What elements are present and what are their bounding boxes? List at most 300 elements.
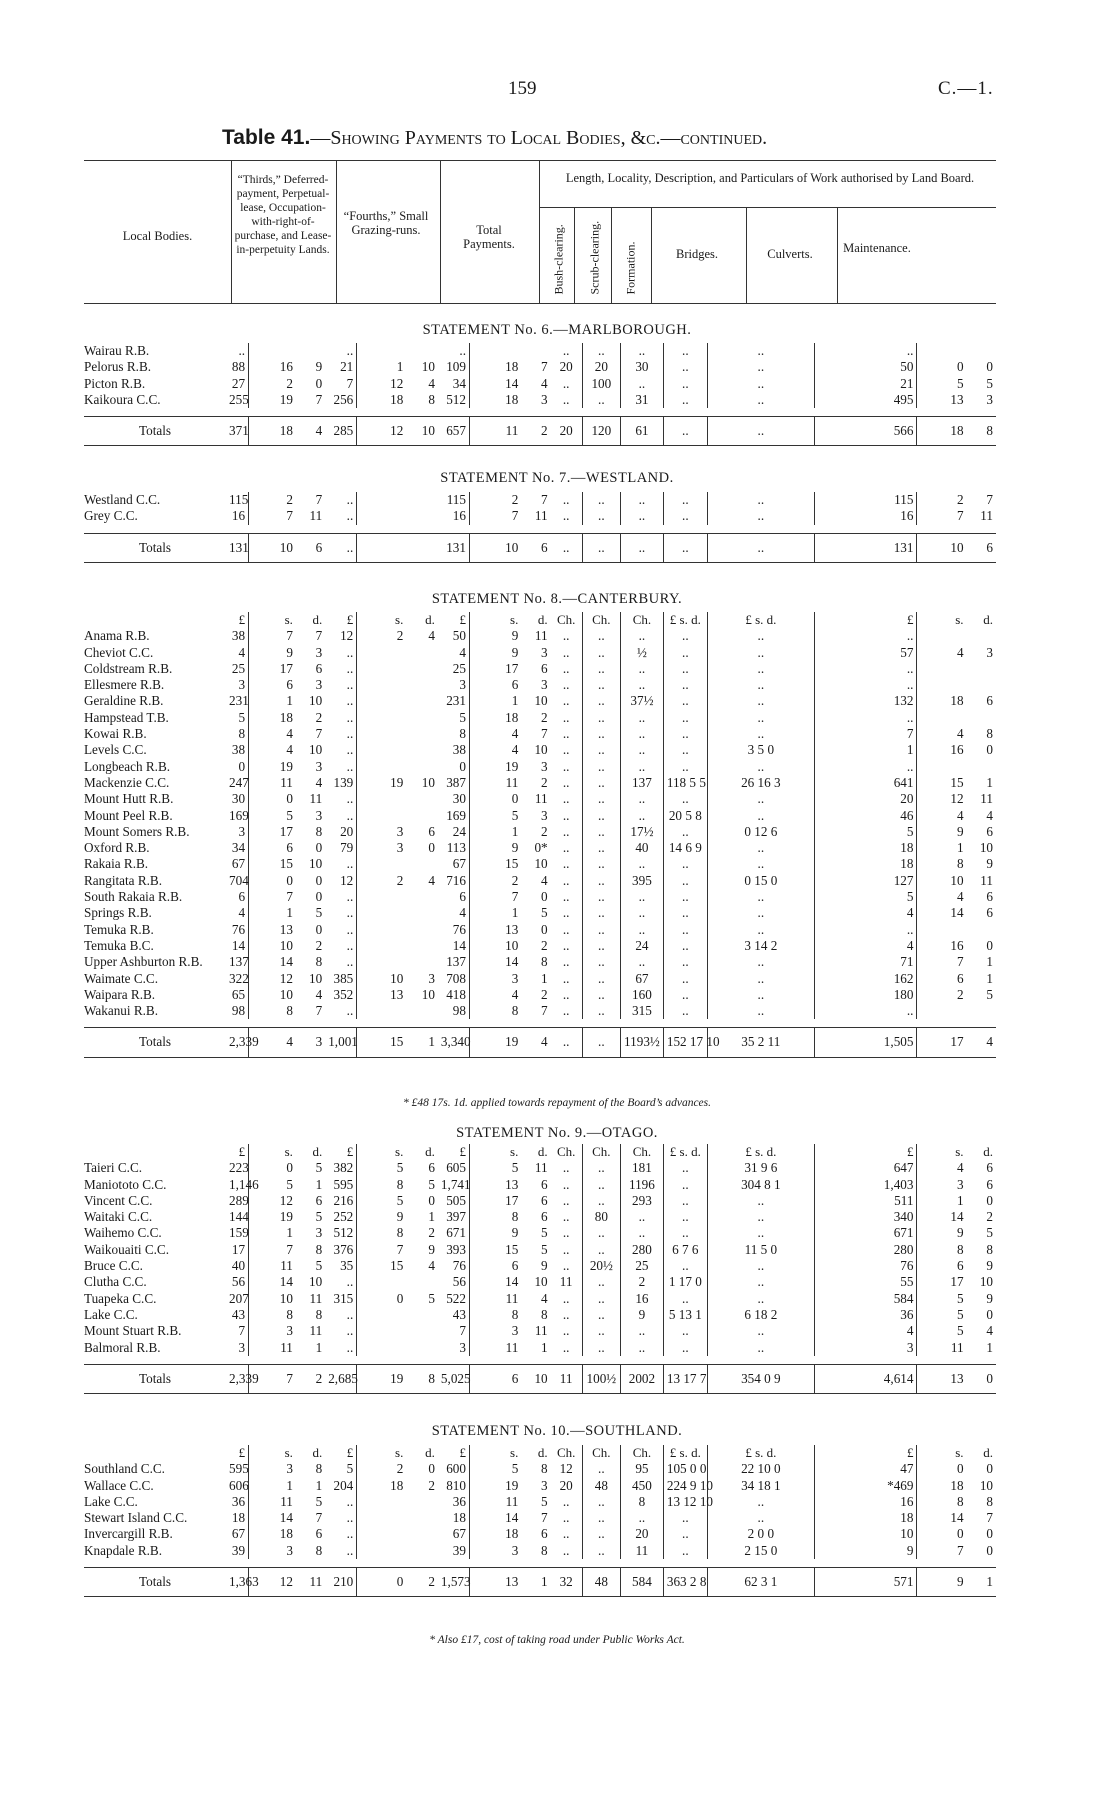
unit-label: £ xyxy=(459,1144,466,1159)
unit-label: s. xyxy=(917,1445,967,1461)
table-cell: .. xyxy=(562,1176,570,1192)
table-cell: 10 xyxy=(469,938,521,954)
table-cell: 418 xyxy=(446,986,466,1002)
table-cell: 0 xyxy=(315,872,323,888)
table-cell: .. xyxy=(663,905,707,921)
table-cell xyxy=(967,628,996,644)
header-scrub: Scrub-clearing. xyxy=(587,220,602,295)
table-cell: 76 xyxy=(231,921,246,937)
total-cell: 285 xyxy=(325,417,357,446)
table-cell: .. xyxy=(582,1160,620,1176)
table-row xyxy=(84,873,996,889)
table-cell: .. xyxy=(663,1160,707,1176)
table-cell xyxy=(357,1526,407,1542)
table-cell: 584 xyxy=(814,1291,917,1307)
unit-row xyxy=(84,1445,996,1461)
table-cell: 9 xyxy=(469,840,521,856)
table-cell: .. xyxy=(346,343,354,358)
table-cell: .. xyxy=(663,677,707,693)
table-cell xyxy=(357,726,407,742)
total-cell: 13 17 7 xyxy=(663,1364,707,1393)
unit-label: £ xyxy=(238,1445,246,1460)
table-cell: 11 xyxy=(469,1494,521,1510)
local-body-name: Picton R.B. xyxy=(84,375,146,391)
total-cell: 2,339 xyxy=(226,1028,249,1057)
table-cell xyxy=(406,1494,438,1510)
table-number: Table 41. xyxy=(222,126,311,149)
table-cell: .. xyxy=(621,1225,664,1241)
table-cell: 304 8 1 xyxy=(707,1177,814,1193)
table-cell: 6 xyxy=(315,1526,323,1542)
table-cell: .. xyxy=(582,1177,620,1193)
table-cell: 3 xyxy=(238,1339,246,1355)
table-cell: 7 xyxy=(249,628,296,644)
table-cell: 595 xyxy=(333,1176,354,1192)
table-cell: 2 xyxy=(541,774,548,790)
local-body-name: Longbeach R.B. xyxy=(84,758,171,774)
table-cell: .. xyxy=(562,1258,570,1274)
table-cell: .. xyxy=(562,1510,570,1526)
table-row xyxy=(84,1323,996,1339)
table-cell: .. xyxy=(582,1274,620,1290)
table-cell: 8 xyxy=(357,1177,407,1193)
table-cell: .. xyxy=(663,1225,707,1241)
table-cell: .. xyxy=(621,759,664,775)
table-cell xyxy=(406,1307,438,1323)
table-cell: 6 xyxy=(541,660,548,676)
table-cell: 8 xyxy=(541,1461,548,1477)
table-cell: 393 xyxy=(446,1241,466,1257)
table-cell: 4 xyxy=(249,726,296,742)
table-cell: 47 xyxy=(814,1461,917,1477)
table-cell xyxy=(406,1526,438,1542)
table-cell: 10 xyxy=(421,986,435,1002)
local-body-name: Stewart Island C.C. xyxy=(84,1510,188,1526)
table-cell: .. xyxy=(582,343,620,359)
table-cell: .. xyxy=(562,660,570,676)
table-cell: 2 xyxy=(917,492,967,508)
table-cell: 11 xyxy=(534,1160,548,1176)
table-cell: 1 xyxy=(428,1209,435,1225)
table-cell: 315 xyxy=(333,1290,354,1306)
local-body-name: Cheviot C.C. xyxy=(84,644,154,660)
table-cell: 76 xyxy=(452,1258,466,1274)
table-cell xyxy=(917,759,967,775)
total-cell: 32 xyxy=(551,1568,583,1597)
table-cell xyxy=(967,922,996,938)
table-cell: 139 xyxy=(333,774,354,790)
table-cell: 7 xyxy=(459,1323,466,1339)
table-cell: .. xyxy=(663,971,707,987)
table-cell: 0 xyxy=(986,1542,993,1558)
table-cell xyxy=(357,645,407,661)
table-cell: 5 xyxy=(357,1160,407,1176)
total-cell: 1,363 xyxy=(226,1568,249,1597)
table-cell: .. xyxy=(621,856,664,872)
table-cell: 40 xyxy=(621,840,664,856)
table-cell: 0 xyxy=(238,758,246,774)
table-cell: 1 xyxy=(249,905,296,921)
table-cell: 180 xyxy=(814,987,917,1003)
table-row xyxy=(84,508,996,524)
table-cell: 14 xyxy=(249,954,296,970)
table-cell: 322 xyxy=(229,970,249,986)
table-cell: ½ xyxy=(621,645,664,661)
table-cell: 3 xyxy=(315,1225,323,1241)
table-cell: 0 xyxy=(249,1160,296,1176)
table-cell: 9 xyxy=(621,1307,664,1323)
table-cell: 495 xyxy=(814,392,917,408)
table-cell: .. xyxy=(562,492,570,507)
table-cell xyxy=(357,1340,407,1356)
table-cell: 4 xyxy=(917,1160,967,1176)
table-cell: .. xyxy=(346,1274,354,1290)
table-cell: 56 xyxy=(452,1274,466,1290)
table-cell: 35 xyxy=(340,1258,354,1274)
table-cell: 5 xyxy=(541,1241,548,1257)
table-cell: .. xyxy=(621,905,664,921)
table-cell: 79 xyxy=(340,840,354,856)
table-cell: 6 xyxy=(315,1192,323,1208)
table-row xyxy=(84,1160,996,1176)
table-cell: 25 xyxy=(231,660,246,676)
table-cell: 2 xyxy=(541,937,548,953)
table-cell: 7 xyxy=(814,726,917,742)
total-cell: 10 xyxy=(521,1364,550,1393)
table-cell: 3 xyxy=(357,840,407,856)
table-cell: 5 xyxy=(469,808,521,824)
table-cell: 9 xyxy=(357,1209,407,1225)
table-cell: 5 xyxy=(469,1160,521,1176)
table-cell: 30 xyxy=(231,791,246,807)
table-cell: 13 xyxy=(249,922,296,938)
table-cell: .. xyxy=(707,1274,814,1290)
table-cell: 708 xyxy=(446,970,466,986)
table-cell: 6 xyxy=(917,971,967,987)
table-cell: 11 xyxy=(980,791,993,807)
table-cell xyxy=(357,1494,407,1510)
table-cell: 4 xyxy=(541,375,548,391)
table-cell: 16 xyxy=(249,359,296,375)
table-cell: .. xyxy=(621,808,664,824)
table-cell: .. xyxy=(582,856,620,872)
table-cell: 16 xyxy=(917,742,967,758)
table-cell: 105 0 0 xyxy=(663,1461,707,1477)
table-cell: 376 xyxy=(333,1241,354,1257)
table-cell xyxy=(357,954,407,970)
total-cell: 6 xyxy=(521,533,550,562)
table-cell: .. xyxy=(562,954,570,970)
table-cell: 255 xyxy=(229,391,249,407)
table-cell: 9 xyxy=(315,359,323,375)
table-cell: .. xyxy=(346,677,354,693)
table-cell: 8 xyxy=(469,1003,521,1019)
unit-label: Ch. xyxy=(621,612,664,628)
total-cell: 8 xyxy=(406,1364,438,1393)
table-cell: 505 xyxy=(446,1192,466,1208)
table-cell: 127 xyxy=(814,873,917,889)
table-cell xyxy=(406,938,438,954)
table-cell: 11 xyxy=(309,1290,323,1306)
table-cell xyxy=(917,922,967,938)
table-cell: 0 xyxy=(986,742,993,758)
total-cell: 4 xyxy=(249,1028,296,1057)
table-cell: 17 xyxy=(231,1241,246,1257)
total-cell: 2,685 xyxy=(325,1364,357,1393)
table-cell: .. xyxy=(663,824,707,840)
table-row xyxy=(84,954,996,970)
table-cell: 1 xyxy=(917,1193,967,1209)
unit-label: d. xyxy=(425,1144,435,1159)
table-cell: 115 xyxy=(814,492,917,508)
table-row xyxy=(84,856,996,872)
unit-label: £ s. d. xyxy=(663,1445,707,1461)
table-cell: 5 xyxy=(917,1323,967,1339)
total-cell: 3,340 xyxy=(438,1028,470,1057)
table-cell: 5 xyxy=(917,1307,967,1323)
table-cell: .. xyxy=(582,1242,620,1258)
table-cell: 0 xyxy=(917,359,967,375)
table-cell: 56 xyxy=(231,1274,246,1290)
table-cell: 13 xyxy=(357,987,407,1003)
table-cell: .. xyxy=(621,492,664,508)
table-cell: 3 xyxy=(459,1339,466,1355)
table-cell: 0 15 0 xyxy=(707,873,814,889)
table-cell: 7 xyxy=(315,628,323,644)
unit-label: £ xyxy=(346,1144,354,1159)
total-cell: 1 xyxy=(521,1568,550,1597)
table-cell: 6 xyxy=(469,1258,521,1274)
table-cell: .. xyxy=(582,1461,620,1477)
table-cell: 11 xyxy=(534,628,548,644)
table-cell: 2 15 0 xyxy=(707,1543,814,1559)
table-cell: 43 xyxy=(452,1306,466,1322)
local-body-name: Southland C.C. xyxy=(84,1461,165,1477)
table-cell: .. xyxy=(562,1339,570,1355)
table-cell: 11 5 0 xyxy=(707,1242,814,1258)
table-cell: 7 xyxy=(315,492,323,507)
table-cell: .. xyxy=(346,709,354,725)
table-cell: .. xyxy=(621,1323,664,1339)
table-cell: 0 xyxy=(459,758,466,774)
table-cell: 280 xyxy=(621,1242,664,1258)
table-cell: .. xyxy=(663,343,707,359)
table-cell: .. xyxy=(707,856,814,872)
table-cell: 14 xyxy=(917,1209,967,1225)
table-cell: 20½ xyxy=(582,1258,620,1274)
table-cell: .. xyxy=(663,922,707,938)
total-cell: 10 xyxy=(406,417,438,446)
table-cell: 1 xyxy=(315,1477,323,1493)
unit-label: s. xyxy=(357,612,407,628)
table-cell: 5 xyxy=(315,1209,323,1225)
table-cell xyxy=(406,1543,438,1559)
table-cell xyxy=(406,693,438,709)
table-cell: 3 xyxy=(315,758,323,774)
table-cell: 5 xyxy=(249,808,296,824)
total-cell: 6 xyxy=(967,533,996,562)
table-row xyxy=(84,359,996,375)
total-cell: 11 xyxy=(469,417,521,446)
table-cell: .. xyxy=(562,1290,570,1306)
table-cell: 1 xyxy=(315,1339,323,1355)
table-cell: .. xyxy=(562,1542,570,1558)
table-cell xyxy=(357,938,407,954)
table-cell: .. xyxy=(707,840,814,856)
table-cell: 7 xyxy=(469,508,521,524)
local-body-name: Hampstead T.B. xyxy=(84,709,169,725)
table-cell: 5 xyxy=(917,1291,967,1307)
table-cell: 11 xyxy=(980,508,993,524)
total-cell: 1 xyxy=(967,1568,996,1597)
table-cell: 98 xyxy=(231,1003,246,1019)
table-cell: .. xyxy=(346,660,354,676)
table-cell: 0 xyxy=(249,791,296,807)
table-cell: 2 xyxy=(428,1225,435,1241)
table-row xyxy=(84,791,996,807)
total-cell: .. xyxy=(551,1028,583,1057)
unit-label: s. xyxy=(249,1144,296,1160)
table-cell: 40 xyxy=(231,1258,246,1274)
table-cell: 12 xyxy=(559,1461,573,1477)
table-cell: 4 xyxy=(541,1290,548,1306)
table-cell: 21 xyxy=(814,376,917,392)
table-cell: .. xyxy=(346,1306,354,1322)
table-cell: 385 xyxy=(333,970,354,986)
table-cell: .. xyxy=(346,1323,354,1339)
table-cell: .. xyxy=(663,856,707,872)
table-cell: 10 xyxy=(979,840,993,856)
table-row xyxy=(84,693,996,709)
unit-label: d. xyxy=(425,612,435,627)
table-cell: 4 xyxy=(541,872,548,888)
table-cell: 8 xyxy=(469,1307,521,1323)
statement-8-table xyxy=(84,612,996,1058)
table-cell xyxy=(249,343,296,359)
table-cell: 5 xyxy=(357,1193,407,1209)
table-cell xyxy=(406,791,438,807)
table-cell: 2 xyxy=(986,1209,993,1225)
total-cell: 4 xyxy=(296,417,325,446)
statement-10-note: * Also £17, cost of taking road under Public Works Act. xyxy=(429,1634,685,1646)
local-body-name: Invercargill R.B. xyxy=(84,1526,173,1542)
table-row xyxy=(84,938,996,954)
table-cell: 67 xyxy=(452,1526,466,1542)
table-cell: 3 xyxy=(249,1543,296,1559)
table-cell: 88 xyxy=(231,359,246,375)
table-cell: .. xyxy=(663,1209,707,1225)
unit-label: d. xyxy=(983,612,993,627)
table-cell: 7 xyxy=(917,508,967,524)
table-cell: .. xyxy=(346,492,354,507)
table-cell: 512 xyxy=(333,1225,354,1241)
table-cell xyxy=(357,922,407,938)
table-cell: .. xyxy=(621,954,664,970)
local-body-name: Kaikoura C.C. xyxy=(84,391,161,407)
table-cell: .. xyxy=(582,1291,620,1307)
table-cell: .. xyxy=(582,759,620,775)
table-cell: .. xyxy=(707,808,814,824)
table-cell: .. xyxy=(562,1209,570,1225)
table-cell: 10 xyxy=(534,693,548,709)
table-row xyxy=(84,1209,996,1225)
table-cell: .. xyxy=(582,808,620,824)
table-cell: 4 xyxy=(459,905,466,921)
table-cell: .. xyxy=(707,1340,814,1356)
unit-label: s. xyxy=(469,612,521,628)
table-cell: .. xyxy=(562,1323,570,1339)
unit-label: £ xyxy=(238,612,246,627)
table-row xyxy=(84,1307,996,1323)
table-cell: 7 xyxy=(917,954,967,970)
table-cell: .. xyxy=(346,644,354,660)
table-cell: 10 xyxy=(534,1274,548,1290)
table-cell: 137 xyxy=(446,954,466,970)
table-cell: .. xyxy=(582,1193,620,1209)
table-cell: .. xyxy=(663,1340,707,1356)
total-cell: .. xyxy=(663,417,707,446)
unit-label: d. xyxy=(312,612,323,627)
table-cell: 8 xyxy=(917,1242,967,1258)
table-cell: .. xyxy=(562,905,570,921)
table-cell: .. xyxy=(663,628,707,644)
table-cell: 204 xyxy=(333,1477,354,1493)
table-cell: 20 xyxy=(621,1526,664,1542)
table-cell: 24 xyxy=(621,938,664,954)
table-cell: 10 xyxy=(357,971,407,987)
total-cell: 11 xyxy=(296,1568,325,1597)
table-cell: 6 xyxy=(986,823,993,839)
table-cell: 4 xyxy=(428,375,435,391)
table-cell: 0 xyxy=(469,791,521,807)
table-row xyxy=(84,1543,996,1559)
unit-label: s. xyxy=(917,612,967,628)
table-cell: .. xyxy=(663,742,707,758)
table-cell xyxy=(357,889,407,905)
table-cell: .. xyxy=(562,709,570,725)
table-cell: 6 xyxy=(986,889,993,905)
table-cell: .. xyxy=(663,726,707,742)
table-cell: 10 xyxy=(309,1274,323,1290)
header-formation: Formation. xyxy=(623,241,638,295)
total-cell: 13 xyxy=(917,1364,967,1393)
table-cell: 13 xyxy=(469,922,521,938)
table-cell: 144 xyxy=(229,1209,249,1225)
table-cell: 9 xyxy=(917,1225,967,1241)
local-body-name: Grey C.C. xyxy=(84,508,138,524)
table-cell xyxy=(917,677,967,693)
table-cell: 9 xyxy=(541,1258,548,1274)
table-cell: .. xyxy=(707,726,814,742)
unit-label: Ch. xyxy=(582,612,620,628)
table-cell: .. xyxy=(621,628,664,644)
table-cell: 8 xyxy=(541,954,548,970)
table-cell: .. xyxy=(707,987,814,1003)
statement-10-title: STATEMENT No. 10.—SOUTHLAND. xyxy=(431,1423,683,1439)
table-cell: 0 xyxy=(428,1461,435,1477)
table-cell xyxy=(406,508,438,524)
table-caption: —Showing Payments to Local Bodies, &c.—continued. xyxy=(310,127,768,149)
total-cell: 131 xyxy=(814,533,917,562)
table-cell: .. xyxy=(562,742,570,758)
table-cell: .. xyxy=(663,791,707,807)
table-cell: 10 xyxy=(814,1526,917,1542)
table-cell: 31 9 6 xyxy=(707,1160,814,1176)
table-cell: 293 xyxy=(621,1193,664,1209)
table-cell: 37½ xyxy=(621,693,664,709)
table-cell: 224 9 10 xyxy=(663,1478,707,1494)
unit-label: £ s. d. xyxy=(707,612,814,628)
